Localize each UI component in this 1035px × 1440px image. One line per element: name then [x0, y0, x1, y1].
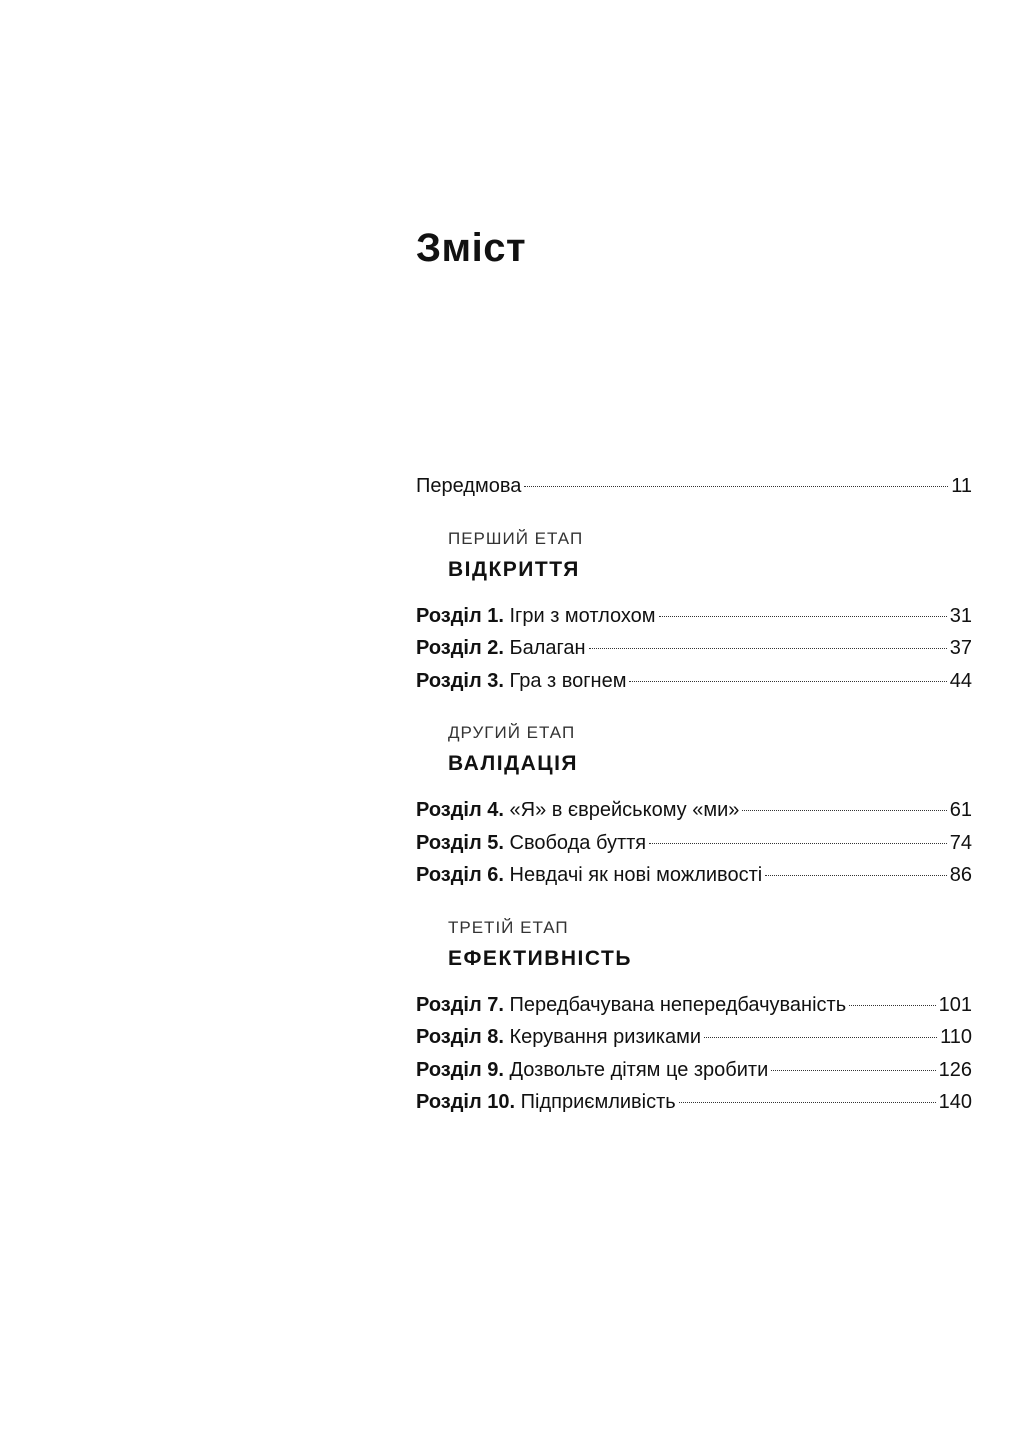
page-number: 11 [951, 475, 972, 497]
toc-entry-title: Передмова [416, 475, 522, 497]
page-number: 126 [938, 1058, 972, 1081]
chapter-label: Розділ 7. [416, 993, 504, 1016]
chapter-label: Розділ 3. [416, 669, 504, 692]
chapter-label: Розділ 9. [416, 1058, 504, 1081]
dot-leader [679, 1102, 936, 1103]
part-kicker: ДРУГИЙ ЕТАП [448, 723, 576, 742]
chapter-title: Підприємливість [520, 1091, 676, 1113]
chapter-label: Розділ 6. [416, 864, 504, 886]
page-number: 44 [949, 669, 972, 692]
dot-leader [849, 1005, 936, 1006]
part-heading [416, 917, 972, 970]
dot-leader [589, 648, 947, 649]
part-heading [416, 528, 972, 581]
dot-leader [524, 486, 948, 487]
page-number: 61 [949, 799, 972, 821]
page-title: Зміст [416, 226, 527, 270]
dot-leader [659, 616, 947, 617]
dot-leader [704, 1037, 937, 1038]
dot-leader [765, 875, 947, 876]
chapter-title: Невдачі як нові можливості [509, 864, 763, 886]
toc-entry-chapter-3[interactable] [416, 665, 972, 698]
page-number: 110 [940, 1026, 972, 1048]
chapter-title: Керування ризиками [509, 1026, 702, 1048]
toc-entry-chapter-9[interactable] [416, 1054, 972, 1087]
page-number: 101 [938, 993, 972, 1016]
part-title: ВАЛІДАЦІЯ [448, 752, 579, 775]
chapter-label: Розділ 5. [416, 831, 504, 854]
part-kicker: ПЕРШИЙ ЕТАП [448, 528, 584, 548]
chapter-title: Балаган [509, 637, 586, 659]
dot-leader [629, 681, 946, 682]
part-title: ВІДКРИТТЯ [448, 557, 580, 581]
chapter-title: «Я» в єврейському «ми» [509, 799, 740, 821]
chapter-label: Розділ 2. [416, 637, 504, 659]
chapter-label: Розділ 8. [416, 1026, 504, 1048]
chapter-title: Ігри з мотлохом [509, 604, 656, 627]
toc-entry-chapter-1[interactable] [416, 600, 972, 633]
page-number: 37 [949, 637, 972, 659]
chapter-label: Розділ 10. [416, 1091, 516, 1113]
chapter-title: Свобода буття [509, 831, 647, 854]
page-number: 31 [949, 604, 972, 627]
chapter-title: Гра з вогнем [509, 669, 627, 692]
chapter-title: Дозвольте дітям це зробити [509, 1058, 769, 1081]
toc-entry-chapter-5[interactable] [416, 827, 972, 860]
part-title: ЕФЕКТИВНІСТЬ [448, 946, 632, 970]
toc-entry-preface[interactable] [416, 470, 972, 503]
toc-entry-chapter-6[interactable] [416, 859, 972, 892]
page-number: 86 [949, 864, 972, 886]
toc-entry-chapter-8[interactable] [416, 1021, 972, 1054]
page-number: 74 [949, 831, 972, 854]
chapter-title: Передбачувана непередбачуваність [509, 993, 847, 1016]
chapter-label: Розділ 4. [416, 799, 504, 821]
page-number: 140 [938, 1091, 972, 1113]
toc-entry-chapter-4[interactable] [416, 794, 972, 827]
toc-entry-chapter-7[interactable] [416, 989, 972, 1022]
toc-entry-chapter-10[interactable] [416, 1086, 972, 1119]
part-heading [416, 722, 972, 775]
dot-leader [649, 843, 947, 844]
dot-leader [771, 1070, 935, 1071]
dot-leader [742, 810, 946, 811]
toc-entry-chapter-2[interactable] [416, 632, 972, 665]
chapter-label: Розділ 1. [416, 604, 504, 627]
table-of-contents [416, 470, 972, 1119]
part-kicker: ТРЕТІЙ ЕТАП [448, 917, 569, 937]
